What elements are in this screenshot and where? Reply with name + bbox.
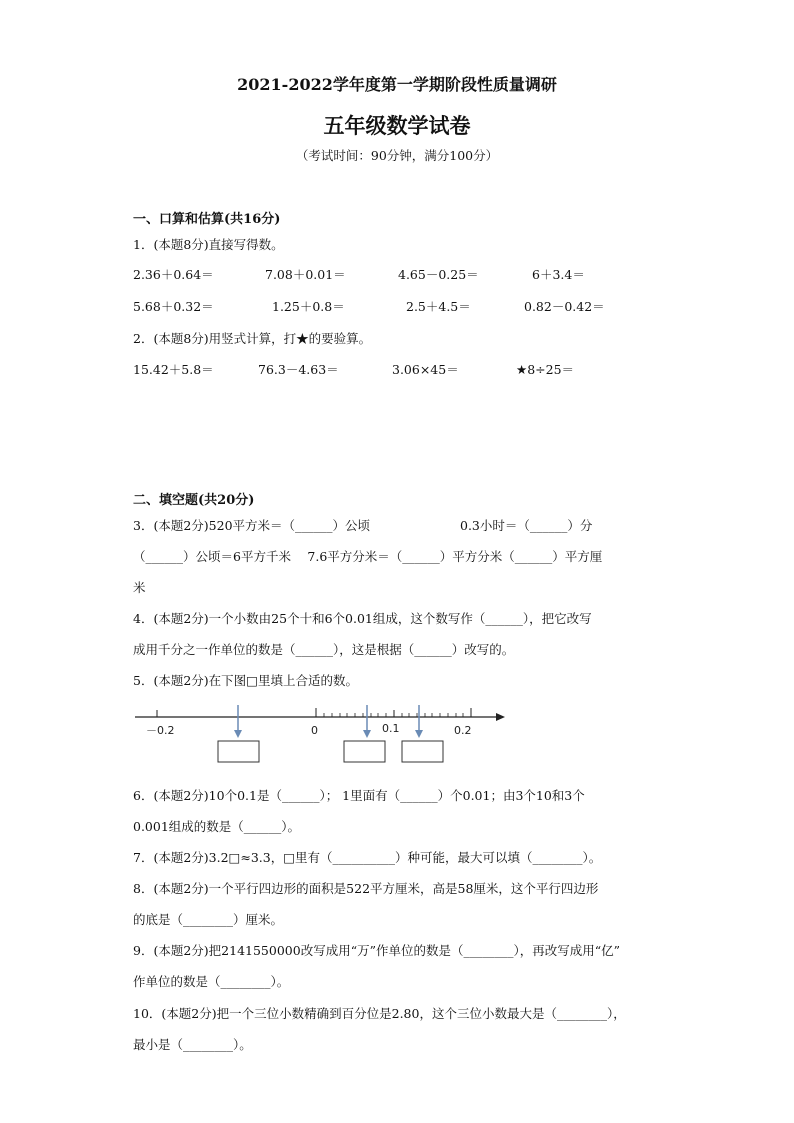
q2-item: 3.06×45＝ [392,362,459,377]
q1-item: 6＋3.4＝ [532,267,585,282]
q10-line1: 10．(本题2分)把一个三位小数精确到百分位是2.80，这个三位小数最大是（________）， [133,1006,626,1021]
q3-line2: （______）公顷＝6平方千米 7.6平方分米＝（______）平方分米（______）平方厘 [133,549,603,564]
axis-label: 0.2 [454,724,472,737]
q3-line1a: 3．(本题2分)520平方米＝（______）公顷 [133,518,371,533]
q7-line1: 7．(本题2分)3.2□≈3.3，□里有（__________）种可能，最大可以填（________）。 [133,850,602,865]
q5-stem: 5．(本题2分)在下图□里填上合适的数。 [133,673,358,688]
q1-item: 7.08＋0.01＝ [265,267,346,282]
q3-line1b: 0.3小时＝（______）分 [460,518,593,533]
pointer-arrowhead [415,730,423,738]
number-line [130,700,520,770]
section2-heading: 二、填空题(共20分) [133,493,255,508]
answer-box [344,741,385,762]
q1-item: 1.25＋0.8＝ [272,299,345,314]
q1-item: 5.68＋0.32＝ [133,299,214,314]
section1-heading: 一、口算和估算(共16分) [133,212,281,227]
exam-info: （考试时间：90分钟，满分100分） [295,148,499,163]
exam-title: 2021-2022学年度第一学期阶段性质量调研 [237,75,557,94]
axis-label: －0.2 [146,724,175,737]
number-line-arrowhead [496,713,505,721]
q2-item: 15.42＋5.8＝ [133,362,214,377]
q1-stem: 1．(本题8分)直接写得数。 [133,237,284,252]
q9-line1: 9．(本题2分)把2141550000改写成用“万”作单位的数是（________），再改写成用“亿” [133,943,621,958]
answer-box [402,741,443,762]
q6-line1: 6．(本题2分)10个0.1是（______）； 1里面有（______）个0.01；由3个10和3个 [133,788,585,803]
q2-stem: 2．(本题8分)用竖式计算，打★的要验算。 [133,331,372,346]
axis-label: 0 [311,724,318,737]
q2-item: ★8÷25＝ [516,362,575,377]
axis-label: 0.1 [382,722,400,735]
answer-box [218,741,259,762]
q1-item: 4.65－0.25＝ [398,267,479,282]
q9-line2: 作单位的数是（________）。 [133,974,290,989]
q8-line1: 8．(本题2分)一个平行四边形的面积是522平方厘米，高是58厘米，这个平行四边形 [133,881,599,896]
q1-item: 2.5＋4.5＝ [406,299,471,314]
q3-line3: 米 [133,580,146,595]
q2-item: 76.3－4.63＝ [258,362,339,377]
q4-line1: 4．(本题2分)一个小数由25个十和6个0.01组成，这个数写作（______），把它改写 [133,611,592,626]
number-line-figure [130,700,520,770]
q8-line2: 的底是（________）厘米。 [133,912,284,927]
q1-item: 2.36＋0.64＝ [133,267,214,282]
q6-line2: 0.001组成的数是（______）。 [133,819,301,834]
q4-line2: 成用千分之一作单位的数是（______），这是根据（______）改写的。 [133,642,515,657]
exam-subtitle: 五年级数学试卷 [323,113,471,138]
pointer-arrowhead [234,730,242,738]
q10-line2: 最小是（________）。 [133,1037,252,1052]
q1-item: 0.82－0.42＝ [524,299,605,314]
pointer-arrowhead [363,730,371,738]
